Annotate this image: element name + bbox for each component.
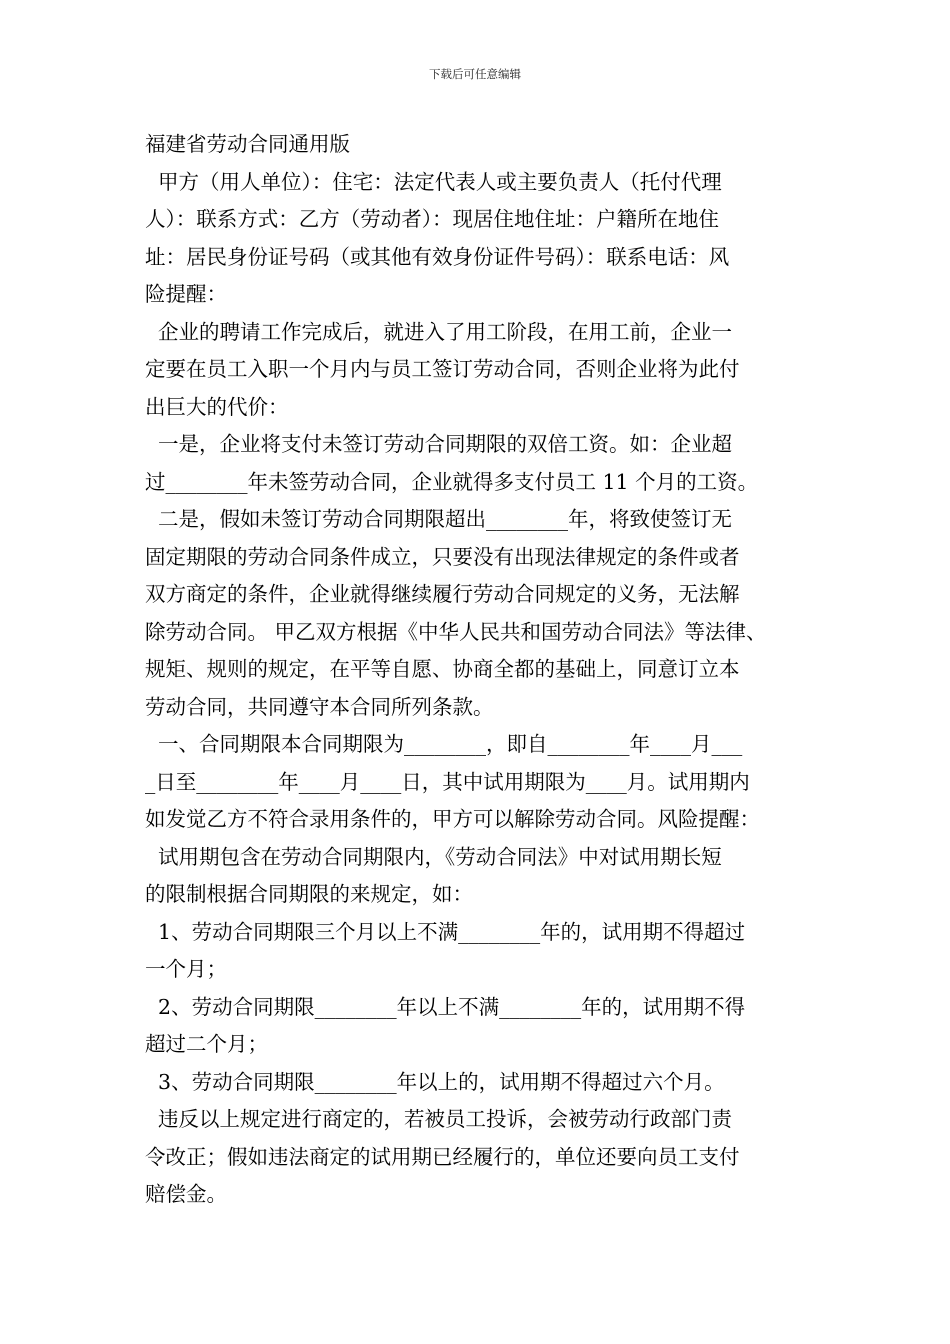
- text-line: 试用期包含在劳动合同期限内，《劳动合同法》中对试用期长短: [145, 844, 722, 869]
- text-line: 双方商定的条件，企业就得继续履行劳动合同规定的义务，无法解: [145, 582, 740, 606]
- text-line: 险提醒：: [145, 282, 227, 306]
- text-line: 1、劳动合同期限三个月以上不满________年的，试用期不得超过: [145, 919, 746, 944]
- text-line: 一、合同期限本合同期限为________，即自________年____月___: [145, 732, 743, 756]
- text-line: 违反以上规定进行商定的，若被员工投诉，会被劳动行政部门责: [145, 1107, 733, 1131]
- text-line: 人）：联系方式：乙方（劳动者）：现居住地住址：户籍所在地住: [145, 207, 719, 231]
- text-line: 规矩、规则的规定，在平等自愿、协商全都的基础上，同意订立本: [145, 657, 740, 681]
- text-line: 址：居民身份证号码（或其他有效身份证件号码）：联系电话：风: [145, 244, 730, 269]
- text-line: 二是，假如未签订劳动合同期限超出________年，将致使签订无: [145, 507, 733, 531]
- text-line: _日至________年____月____日，其中试用期限为____月。试用期内: [145, 769, 750, 794]
- text-line: 如发觉乙方不符合录用条件的，甲方可以解除劳动合同。风险提醒：: [145, 807, 760, 831]
- text-line: 除劳动合同。 甲乙双方根据《中华人民共和国劳动合同法》等法律、: [145, 619, 767, 644]
- text-line: 甲方（用人单位）：住宅：法定代表人或主要负责人（托付代理: [145, 169, 722, 194]
- text-line: 过________年未签劳动合同，企业就得多支付员工 11 个月的工资。: [145, 469, 759, 494]
- text-line: 3、劳动合同期限________年以上的，试用期不得超过六个月。: [145, 1069, 725, 1094]
- text-line: 一是，企业将支付未签订劳动合同期限的双倍工资。如：企业超: [145, 432, 733, 456]
- text-line: 出巨大的代价：: [145, 394, 289, 419]
- text-line: 企业的聘请工作完成后，就进入了用工阶段，在用工前，企业一: [145, 319, 733, 344]
- text-line: 赔偿金。: [145, 1182, 227, 1206]
- text-line: 的限制根据合同期限的来规定，如：: [145, 882, 473, 906]
- text-line: 一个月；: [145, 957, 227, 981]
- page-header: 下载后可任意编辑: [429, 67, 521, 81]
- text-line: 2、劳动合同期限________年以上不满________年的，试用期不得: [145, 994, 746, 1019]
- text-line: 劳动合同，共同遵守本合同所列条款。: [145, 694, 494, 719]
- document-title: 福建省劳动合同通用版: [145, 132, 350, 156]
- text-line: 超过二个月；: [145, 1032, 268, 1056]
- text-line: 定要在员工入职一个月内与员工签订劳动合同，否则企业将为此付: [145, 357, 740, 381]
- document-body: [145, 126, 825, 1214]
- text-line: 令改正；假如违法商定的试用期已经履行的，单位还要向员工支付: [145, 1144, 740, 1169]
- text-line: 固定期限的劳动合同条件成立，只要没有出现法律规定的条件或者: [145, 544, 740, 569]
